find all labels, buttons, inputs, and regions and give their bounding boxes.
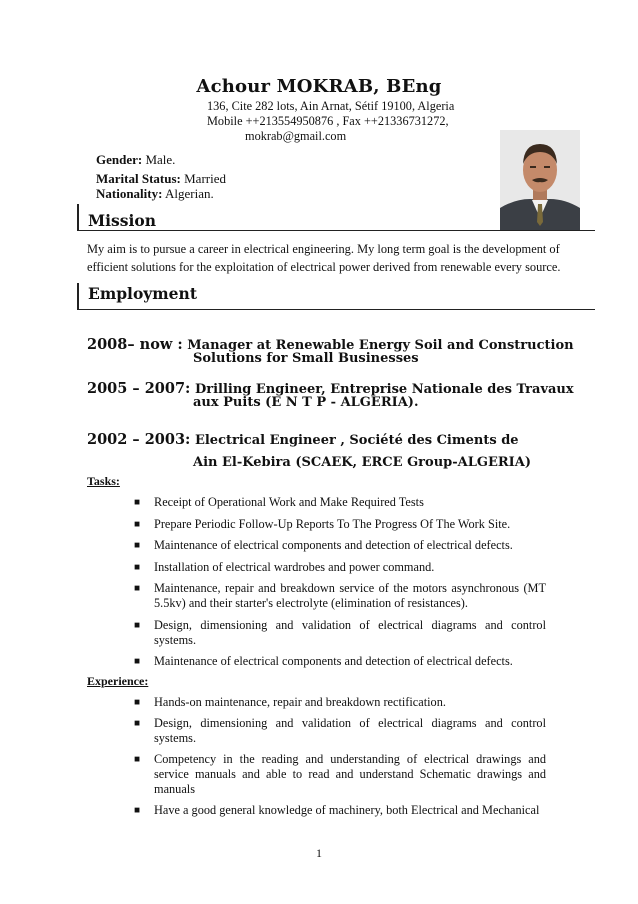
bullet-icon: ■ <box>134 497 141 508</box>
job-years: 2008– now : <box>87 336 183 353</box>
task-item: Maintenance of electrical components and detection of electrical defects. <box>154 654 513 668</box>
bullet-icon: ■ <box>134 718 141 729</box>
job-title: Drilling Engineer, Entreprise Nationale des Travaux <box>194 382 574 397</box>
experience-label: Experience: <box>87 674 149 688</box>
nationality-line <box>96 186 214 202</box>
address: 136, Cite 282 lots, Ain Arnat, Sétif 19100, Algeria <box>207 99 455 113</box>
task-item: Maintenance, repair and breakdown service of the motors asynchronous (MT 5.5kv) and their starter's electrolyte (elimination of resistances). <box>154 581 546 610</box>
marital-label: Marital Status: <box>96 171 181 186</box>
gender-line <box>96 152 175 168</box>
employment-heading: Employment <box>88 284 197 303</box>
experience-item: Design, dimensioning and validation of electrical diagrams and control systems. <box>154 716 546 745</box>
experience-item: Hands-on maintenance, repair and breakdown rectification. <box>154 695 446 709</box>
mission-divider <box>77 230 595 231</box>
job-title-cont: Solutions for Small Businesses <box>193 351 419 366</box>
bullet-icon: ■ <box>134 805 141 816</box>
task-item: Prepare Periodic Follow-Up Reports To The Progress Of The Work Site. <box>154 517 511 531</box>
page-number: 1 <box>316 846 322 860</box>
job-entry <box>87 432 519 449</box>
tasks-label: Tasks: <box>87 474 120 488</box>
bullet-icon: ■ <box>134 620 141 631</box>
profile-photo <box>500 130 580 230</box>
bullet-icon: ■ <box>134 656 141 667</box>
marital-line <box>96 171 226 187</box>
gender-value: Male. <box>145 152 176 167</box>
experience-item: Have a good general knowledge of machinery, both Electrical and Mechanical <box>154 803 540 817</box>
marital-value: Married <box>184 171 226 186</box>
mission-heading: Mission <box>88 211 156 230</box>
task-item: Receipt of Operational Work and Make Required Tests <box>154 495 424 509</box>
candidate-name: Achour MOKRAB, BEng <box>196 76 442 97</box>
employment-heading-bar <box>77 283 79 309</box>
mission-line-2: efficient solutions for the exploitation of electrical power derived from renewable every source. <box>87 260 561 274</box>
job-title: Manager at Renewable Energy Soil and Construction <box>187 338 574 353</box>
bullet-icon: ■ <box>134 519 141 530</box>
job-years: 2005 – 2007: <box>87 380 191 397</box>
bullet-icon: ■ <box>134 754 141 765</box>
job-title-cont: Ain El-Kebira (SCAEK, ERCE Group-ALGERIA) <box>193 455 531 470</box>
task-item: Maintenance of electrical components and detection of electrical defects. <box>154 538 513 552</box>
employment-divider <box>77 309 595 310</box>
mission-line-1: My aim is to pursue a career in electrical engineering. My long term goal is the development of <box>87 242 560 256</box>
task-item: Design, dimensioning and validation of electrical diagrams and control systems. <box>154 618 546 647</box>
job-years: 2002 – 2003: <box>87 431 191 448</box>
job-title: Electrical Engineer , Société des Ciments de <box>194 433 519 448</box>
nationality-value: Algerian. <box>165 186 214 201</box>
experience-item: Competency in the reading and understanding of electrical drawings and service manuals and able to read and understand Schematic drawings and manuals <box>154 752 546 796</box>
bullet-icon: ■ <box>134 562 141 573</box>
phone-fax: Mobile ++213554950876 , Fax ++21336731272, <box>207 114 449 128</box>
mission-heading-bar <box>77 204 79 230</box>
email: mokrab@gmail.com <box>245 129 347 143</box>
job-title-cont: aux Puits (E N T P - ALGERIA). <box>193 395 419 410</box>
bullet-icon: ■ <box>134 583 141 594</box>
gender-label: Gender: <box>96 152 143 167</box>
bullet-icon: ■ <box>134 540 141 551</box>
bullet-icon: ■ <box>134 697 141 708</box>
nationality-label: Nationality: <box>96 186 163 201</box>
task-item: Installation of electrical wardrobes and power command. <box>154 560 435 574</box>
